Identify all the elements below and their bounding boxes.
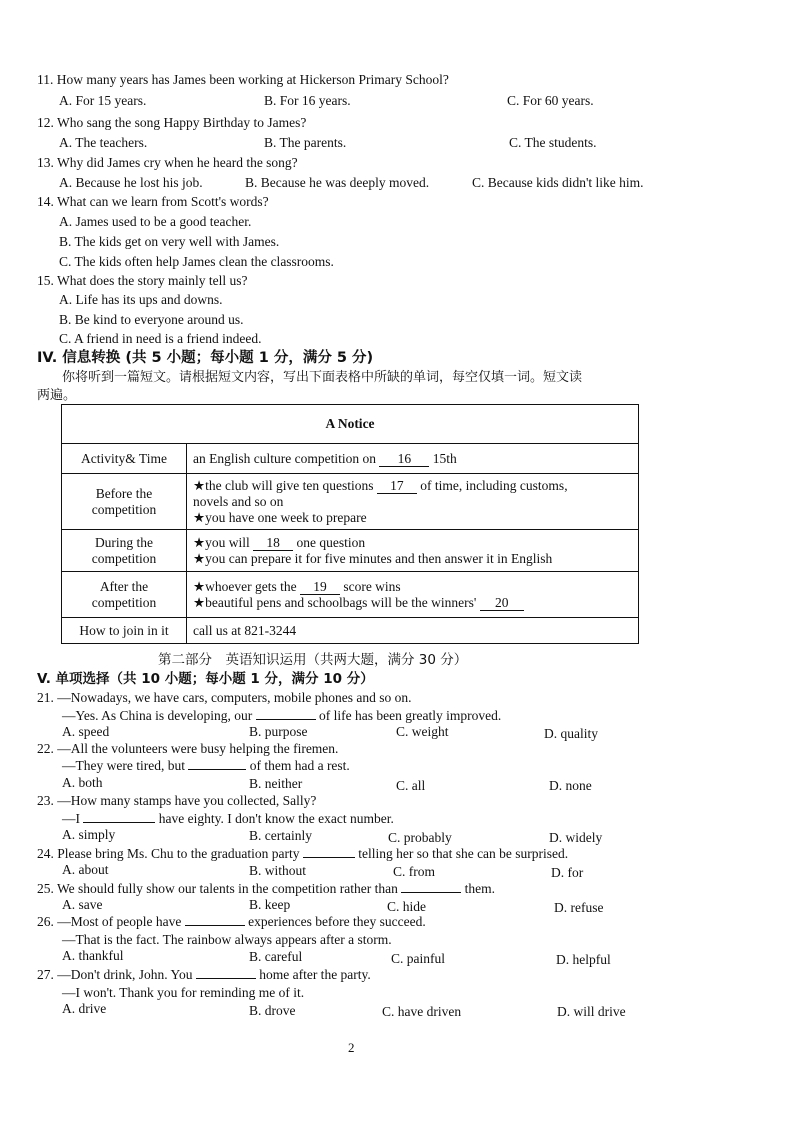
row-label-activity-time: Activity& Time [62,444,187,474]
q22-line-2 [62,758,350,774]
row-join-content: call us at 821-3244 [187,618,639,644]
q21-line-2-a: —Yes. As China is developing, our [62,708,253,723]
q26-option-a: A. thankful [62,948,124,963]
q24-option-b: B. without [249,863,307,878]
q26-line-1-a: 26. —Most of people have [37,914,182,929]
before-item-1-tail: of time, including customs, [420,477,568,493]
before-item-1-cont: novels and so on [193,493,284,509]
before-item-1-text: ★the club will give ten questions [193,477,374,493]
q12-option-c: C. The students. [509,135,597,150]
q22-line-1: 22. —All the volunteers were busy helping the firemen. [37,741,339,756]
row-after-content [187,572,639,618]
after-item-1-tail: score wins [343,578,401,594]
q25-line-1-b: them. [464,881,495,896]
q21-line-2 [62,708,501,724]
q27-option-b: B. drove [249,1003,296,1018]
q22-line-2-b: of them had a rest. [249,758,350,773]
q23-option-b: B. certainly [249,828,312,843]
row-before-content [187,474,639,530]
blank-19: 19 [300,580,340,595]
blank-18: 18 [253,536,293,551]
blank-17: 17 [377,479,417,494]
q15-option-c: C. A friend in need is a friend indeed. [59,331,262,346]
blank-20: 20 [480,596,524,611]
section-4-instruction: 你将听到一篇短文。请根据短文内容，写出下面表格中所缺的单词，每空仅填一词。短文读 [62,370,583,385]
q23-blank [83,822,155,823]
q12-stem: 12. Who sang the song Happy Birthday to James? [37,115,307,130]
q25-line-1 [37,881,495,897]
q11-option-c: C. For 60 years. [507,93,594,108]
q12-option-a: A. The teachers. [59,135,148,150]
before-label-2: competition [91,501,157,517]
blank-16: 16 [379,452,429,467]
q26-line-1 [37,914,426,930]
after-item-1-text: ★whoever gets the [193,578,297,594]
activity-date: 15th [432,450,457,466]
q27-line-1-b: home after the party. [259,967,371,982]
q15-option-b: B. Be kind to everyone around us. [59,312,244,327]
q23-option-a: A. simply [62,827,116,842]
q27-line-1 [37,967,371,983]
after-label-2: competition [91,594,157,610]
q23-line-1: 23. —How many stamps have you collected, Sally? [37,793,317,808]
q23-line-2-a: —I [62,811,80,826]
q26-line-1-b: experiences before they succeed. [248,914,426,929]
before-label-1: Before the [95,485,153,501]
activity-text: an English culture competition on [193,450,376,466]
q27-option-a: A. drive [62,1001,107,1016]
q26-line-2: —That is the fact. The rainbow always appears after a storm. [62,932,392,947]
during-item-1 [193,535,632,551]
notice-table [61,404,639,644]
during-label-1: During the [94,534,154,550]
q13-option-b: B. Because he was deeply moved. [245,175,430,190]
q27-line-2: —I won't. Thank you for reminding me of it. [62,985,305,1000]
after-label-1: After the [99,578,149,594]
after-item-1 [193,579,632,595]
q14-option-c: C. The kids often help James clean the classrooms. [59,254,334,269]
before-item-1 [193,478,632,494]
q21-line-2-b: of life has been greatly improved. [319,708,502,723]
q24-blank [303,857,355,858]
q24-option-a: A. about [62,862,109,877]
during-item-1-text: ★you will [193,534,250,550]
q22-option-d: D. none [549,778,592,793]
q21-option-c: C. weight [396,724,449,739]
q11-option-a: A. For 15 years. [59,93,147,108]
q21-option-a: A. speed [62,724,110,739]
q22-line-2-a: —They were tired, but [62,758,185,773]
q15-stem: 15. What does the story mainly tell us? [37,273,248,288]
row-label-join: How to join in it [62,618,187,644]
before-item-2: ★you have one week to prepare [193,509,367,525]
q21-blank [256,719,316,720]
q22-option-b: B. neither [249,776,303,791]
q13-option-a: A. Because he lost his job. [59,175,203,190]
after-item-2-text: ★beautiful pens and schoolbags will be the winners' [193,594,477,610]
q12-option-b: B. The parents. [264,135,347,150]
row-label-before [62,474,187,530]
q14-option-a: A. James used to be a good teacher. [59,214,252,229]
q26-option-d: D. helpful [556,952,611,967]
row-activity-content [187,444,639,474]
q23-option-c: C. probably [388,830,452,845]
q25-option-b: B. keep [249,897,291,912]
notice-title: A Notice [62,405,639,444]
q22-blank [188,769,246,770]
page-number: 2 [348,1040,355,1055]
q21-line-1: 21. —Nowadays, we have cars, computers, mobile phones and so on. [37,690,412,705]
q25-option-a: A. save [62,897,103,912]
q14-option-b: B. The kids get on very well with James. [59,234,280,249]
q26-option-c: C. painful [391,951,445,966]
q24-option-c: C. from [393,864,435,879]
q23-option-d: D. widely [549,830,603,845]
q25-option-c: C. hide [387,899,426,914]
part-2-heading: 第二部分 英语知识运用（共两大题，满分 30 分） [158,652,468,668]
row-label-during [62,530,187,572]
during-item-2: ★you can prepare it for five minutes and then answer it in English [193,550,553,566]
q13-option-c: C. Because kids didn't like him. [472,175,644,190]
during-item-1-tail: one question [296,534,366,550]
q25-blank [401,892,461,893]
q27-option-d: D. will drive [557,1004,626,1019]
q21-option-b: B. purpose [249,724,308,739]
after-item-2 [193,595,632,611]
q14-stem: 14. What can we learn from Scott's words? [37,194,269,209]
q11-stem: 11. How many years has James been working at Hickerson Primary School? [37,72,449,87]
during-label-2: competition [91,550,157,566]
q24-line-1 [37,846,568,862]
q22-option-a: A. both [62,775,103,790]
q21-option-d: D. quality [544,726,598,741]
section-4-heading: IV. 信息转换 (共 5 小题；每小题 1 分，满分 5 分) [37,350,374,366]
q25-option-d: D. refuse [554,900,604,915]
q11-option-b: B. For 16 years. [264,93,351,108]
q24-line-1-a: 24. Please bring Ms. Chu to the graduation party [37,846,300,861]
section-4-instruction-cont: 两遍。 [37,388,77,403]
q27-line-1-a: 27. —Don't drink, John. You [37,967,193,982]
q15-option-a: A. Life has its ups and downs. [59,292,223,307]
q26-option-b: B. careful [249,949,303,964]
q24-line-1-b: telling her so that she can be surprised. [358,846,569,861]
q13-stem: 13. Why did James cry when he heard the song? [37,155,298,170]
row-label-after [62,572,187,618]
row-during-content [187,530,639,572]
section-5-heading: V. 单项选择（共 10 小题；每小题 1 分，满分 10 分） [37,671,374,687]
q27-blank [196,978,256,979]
q27-option-c: C. have driven [382,1004,462,1019]
q24-option-d: D. for [551,865,584,880]
q23-line-2 [62,811,394,827]
q26-blank [185,925,245,926]
q23-line-2-b: have eighty. I don't know the exact number. [158,811,394,826]
q25-line-1-a: 25. We should fully show our talents in the competition rather than [37,881,398,896]
q22-option-c: C. all [396,778,426,793]
